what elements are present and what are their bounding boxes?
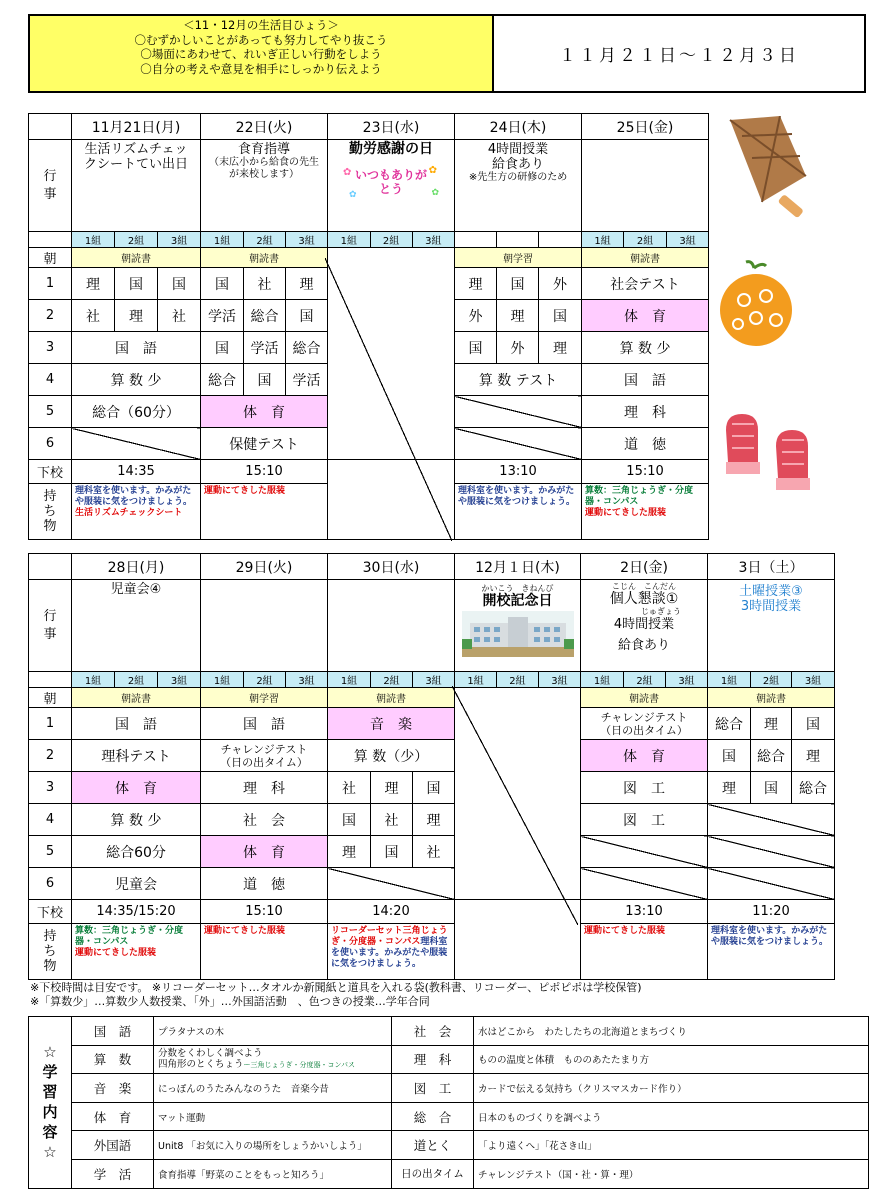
- subject-content: 分数をくわしく調べよう 四角形のとくちょうー三角じょうぎ・分度器・コンパス: [154, 1045, 392, 1074]
- day-header: 22日(火): [201, 114, 328, 140]
- subject-name: 外国語: [72, 1131, 154, 1160]
- subject-content: プラタナスの木: [154, 1017, 392, 1046]
- footnote: ※「算数少」…算数少人数授業、「外」…外国語活動 、色つきの授業…学年合同: [30, 995, 430, 1008]
- dismissal-time: 14:20: [328, 900, 455, 924]
- subject-name: 総 合: [392, 1102, 474, 1131]
- dismissal-time: 14:35/15:20: [72, 900, 201, 924]
- subject-content: ものの温度と体積 もののあたたまり方: [474, 1045, 869, 1074]
- mittens-icon: [720, 410, 820, 496]
- subject-content: 食育指導「野菜のことをもっと知ろう」: [154, 1159, 392, 1188]
- day-header: 11月21日(月): [72, 114, 201, 140]
- subject-content: マット運動: [154, 1102, 392, 1131]
- morning-activity: 朝学習: [455, 248, 582, 268]
- day-header: 2日(金): [581, 554, 708, 580]
- goal-1: 〇むずかしいことがあっても努力してやり抜こう: [134, 32, 388, 47]
- event-cell: 4時間授業 給食あり ※先生方の研修のため: [455, 140, 582, 232]
- belongings: リコーダーセット三角じょうぎ・分度器・コンパス理科室を使います。かみがたや服装に気をつけましょう。: [328, 924, 455, 980]
- morning-activity: 朝読書: [72, 688, 201, 708]
- subject-content: 「より遠くへ」「花さき山」: [474, 1131, 869, 1160]
- goal-3: 〇自分の考えや意見を相手にしっかり伝えよう: [140, 61, 382, 76]
- belongings: 運動にてきした服装: [581, 924, 708, 980]
- subject-name: 算 数: [72, 1045, 154, 1074]
- morning-activity: 朝読書: [72, 248, 201, 268]
- dismissal-time: 11:20: [708, 900, 835, 924]
- subject-name: 図 工: [392, 1074, 474, 1103]
- dismissal-time: 13:10: [455, 460, 582, 484]
- subject-content: にっぽんのうたみんなのうた 音楽今昔: [154, 1074, 392, 1103]
- day-header: 28日(月): [72, 554, 201, 580]
- date-range: １１月２１日～１２月３日: [494, 14, 866, 93]
- event-cell: こじん こんだん 個人懇談① じゅぎょう 4時間授業 給食あり: [581, 580, 708, 672]
- subject-name: 道とく: [392, 1131, 474, 1160]
- belongings: 理科室を使います。かみがたや服装に気をつけましょう。: [455, 484, 582, 540]
- holiday-cell: かいこう きねんび 開校記念日: [455, 580, 581, 672]
- school-building-icon: [462, 611, 574, 657]
- morning-activity: 朝読書: [328, 688, 455, 708]
- event-cell: 土曜授業③ 3時間授業: [708, 580, 835, 672]
- day-header: 30日(水): [328, 554, 455, 580]
- holiday-cell: 勤労感謝の日 ✿ ✿ ✿ ✿ いつもありがとう: [328, 140, 455, 232]
- subject-content: カードで伝える気持ち（クリスマスカード作り）: [474, 1074, 869, 1103]
- dismissal-time: 15:10: [201, 460, 328, 484]
- subject-name: 学 活: [72, 1159, 154, 1188]
- day-header: 3日（土）: [708, 554, 835, 580]
- week1-schedule: 11月21日(月) 22日(火) 23日(水) 24日(木) 25日(金) 行事 生活リズムチェックシートてい出日 食育指導 （末広小から給食の先生が来校します） 勤労感謝の日 ✿ ✿ ✿ ✿ いつもありがとう 4時間授業 給食あり ※先生方の研修のため 1組 2組 3組 1組 2組 3組 1組 2組 3組 1組 2組 3組 朝 朝読書 朝読書 朝学習 朝読書 1 理 国 国 国 社 理 理 国 外 社会テスト 2 社 理 社 学活 総合 国 外 理 国 体 育 3 国 語 国 学活 総合 国 外 理 算 数 少 4 算 数 少 総合 国 学活 算 数 テスト 国 語 5 総合（60分） 体 育 理 科 6 保健テスト 道 徳 下校 14:35 15:10 13:10 15:10 持ち物 理科室を使います。かみがたや服装に気をつけましょう。 生活リズムチェックシート 運動にてきした服装 理科室を使います。かみがたや服装に気をつけましょう。 算数：三角じょうぎ・分度器・コンパス 運動にてきした服装: [28, 113, 709, 540]
- event-label: 行事: [29, 580, 72, 672]
- event-cell: 食育指導 （末広小から給食の先生が来校します）: [201, 140, 328, 232]
- dismissal-time: 13:10: [581, 900, 708, 924]
- footnotes: [30, 981, 870, 1009]
- day-header: 24日(木): [455, 114, 582, 140]
- subject-content: 水はどこから わたしたちの北海道とまちづくり: [474, 1017, 869, 1046]
- subject-name: 国 語: [72, 1017, 154, 1046]
- monthly-goals: [28, 14, 494, 93]
- dismissal-time: 14:35: [72, 460, 201, 484]
- morning-activity: 朝読書: [708, 688, 835, 708]
- chocolate-icon: [722, 116, 814, 220]
- belongings: 算数：三角じょうぎ・分度器・コンパス 運動にてきした服装: [72, 924, 201, 980]
- goal-2: 〇場面にあわせて、れいぎ正しい行動をしよう: [140, 47, 382, 61]
- subject-name: 日の出タイム: [392, 1159, 474, 1188]
- belongings: 運動にてきした服装: [201, 924, 328, 980]
- morning-activity: 朝学習: [201, 688, 328, 708]
- dismissal-time: 15:10: [582, 460, 709, 484]
- subject-content: 日本のものづくりを調べよう: [474, 1102, 869, 1131]
- study-content: [28, 1016, 869, 1189]
- day-header: 25日(金): [582, 114, 709, 140]
- day-header: 29日(火): [201, 554, 328, 580]
- event-cell: 児童会④: [72, 580, 201, 672]
- dismissal-time: 15:10: [201, 900, 328, 924]
- morning-activity: 朝読書: [582, 248, 709, 268]
- belongings: 理科室を使います。かみがたや服装に気をつけましょう。 生活リズムチェックシート: [72, 484, 201, 540]
- subject-name: 音 楽: [72, 1074, 154, 1103]
- goal-title: ＜11・12月の生活目ひょう＞: [183, 18, 339, 32]
- belongings: 運動にてきした服装: [201, 484, 328, 540]
- holiday-strike: [452, 686, 578, 925]
- study-title: ☆学習内容☆: [29, 1017, 72, 1189]
- thanks-sticker: ✿ ✿ ✿ ✿ いつもありがとう: [343, 165, 440, 200]
- day-header: 23日(水): [328, 114, 455, 140]
- footnote: ※下校時間は目安です。 ※リコーダーセット…タオルか新聞紙と道具を入れる袋(教科書、リコーダー、ピポピポは学校保管): [30, 981, 642, 994]
- subject-name: 社 会: [392, 1017, 474, 1046]
- belongings: 算数：三角じょうぎ・分度器・コンパス 運動にてきした服装: [582, 484, 709, 540]
- subject-name: 理 科: [392, 1045, 474, 1074]
- belongings: 理科室を使います。かみがたや服装に気をつけましょう。: [708, 924, 835, 980]
- event-cell: 生活リズムチェックシートてい出日: [72, 140, 201, 232]
- holiday-strike: [325, 258, 452, 541]
- event-label: 行事: [29, 140, 72, 232]
- subject-content: Unit8 「お気に入りの場所をしょうかいしよう」: [154, 1131, 392, 1160]
- day-header: 12月１日(木): [455, 554, 581, 580]
- orange-icon: [716, 258, 796, 350]
- week2-schedule: 28日(月) 29日(火) 30日(水) 12月１日(木) 2日(金) 3日（土） 行事 児童会④ かいこう きねんび 開校記念日 こじん こんだん 個人懇談① じゅぎょう 4時間授業 給食あり 土曜授業③ 3時間授業 1組 2組 3組 1組 2組 3組 1組 2組 3組 1組 2組 3組 1組 2組 3組 1組 2組 3組 朝 朝読書 朝学習 朝読書 朝読書 朝読書 1 国 語 国 語 音 楽 チャレンジテスト （日の出タイム） 総合 理 国 2 理科テスト チャレンジテスト （日の出タイム） 算 数（少） 体 育 国 総合 理 3 体 育 理 科 社 理 国 図 工 理 国 総合 4 算 数 少 社 会 国 社 理 図 工 5 総合60分 体 育 理 国 社 6 児童会 道 徳 下校 14:35/15:20 15:10 14:20 13:10 11:20 持ち物 算数：三角じょうぎ・分度器・コンパス 運動にてきした服装 運動にてきした服装 リコーダーセット三角じょうぎ・分度器・コンパス理科室を使います。かみがたや服装に気をつけましょう。 運動にてきした服装 理科室を使います。かみがたや服装に気をつけましょう。: [28, 553, 835, 980]
- morning-activity: 朝読書: [581, 688, 708, 708]
- subject-content: チャレンジテスト（国・社・算・理）: [474, 1159, 869, 1188]
- subject-name: 体 育: [72, 1102, 154, 1131]
- morning-activity: 朝読書: [201, 248, 328, 268]
